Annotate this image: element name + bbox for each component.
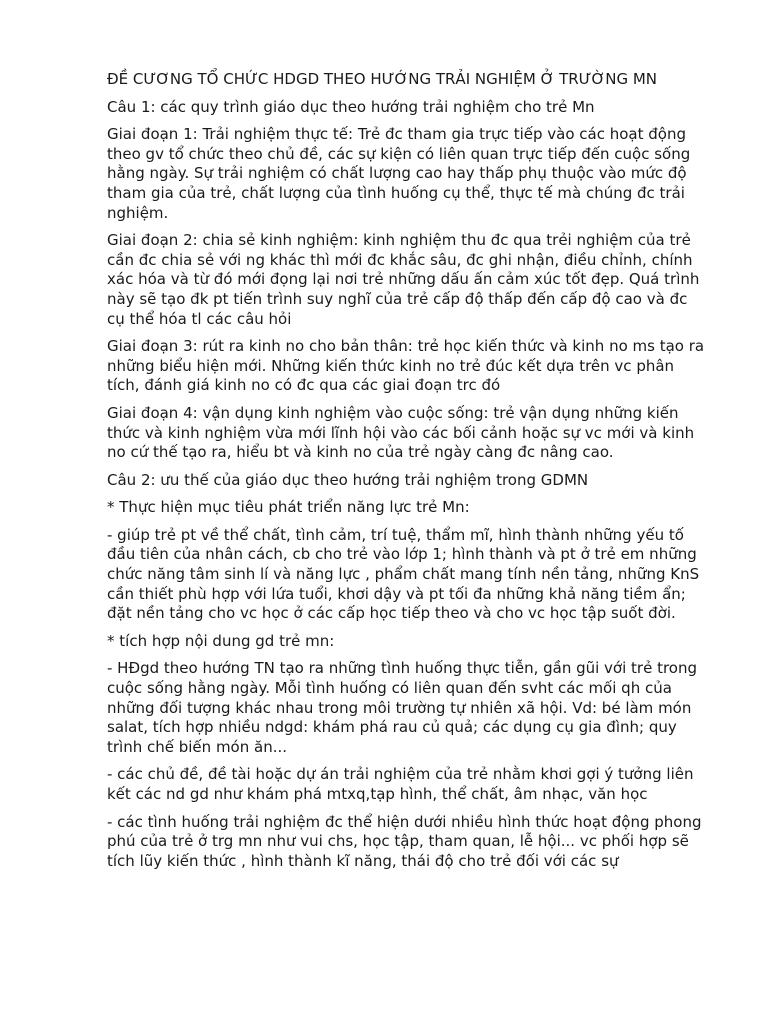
stage-4-paragraph: Giai đoạn 4: vận dụng kinh nghiệm vào cuộc sống: trẻ vận dụng những kiến thức và kinh nghiệm vừa mới lĩnh hội vào các bối cảnh hoặc sự vc mới và kinh no cứ thế tạo ra, hiểu bt và kinh no của trẻ ngày càng đc nâng cao.: [107, 403, 695, 462]
competency-paragraph: - giúp trẻ pt về thể chất, tình cảm, trí tuệ, thẩm mĩ, hình thành những yếu tố đầu tiên của nhân cách, cb cho trẻ vào lớp 1; hình thành và pt ở trẻ em những chức năng tâm sinh lí và năng lực , phẩm chất mang tính nền tảng, những KnS cần thiết phù hợp với lứa tuổi, khơi dậy và pt tối đa những khả năng tiềm ẩn; đặt nền tảng cho vc học ở các cấp học tiếp theo và cho vc học tập suốt đời.: [107, 525, 700, 623]
document-page: [107, 70, 707, 879]
stage-1-paragraph: Giai đoạn 1: Trải nghiệm thực tế: Trẻ đc tham gia trực tiếp vào các hoạt động theo gv tổ chức theo chủ đề, các sự kiện có liên quan trực tiếp đến cuộc sống hằng ngày. Sự trải nghiệm có chất lượng cao hay thấp phụ thuộc vào mức độ tham gia của trẻ, chất lượng của tình huống cụ thể, thực tế mà chúng đc trải nghiệm.: [107, 125, 691, 222]
integration-paragraph-2: - các chủ đề, đề tài hoặc dự án trải nghiệm của trẻ nhằm khơi gợi ý tưởng liên kết các nd gd như khám phá mtxq,tạp hình, thể chất, âm nhạc, văn học: [107, 765, 694, 803]
section-integration-heading: * tích hợp nội dung gd trẻ mn:: [107, 631, 335, 650]
stage-3-paragraph: Giai đoạn 3: rút ra kinh no cho bản thân: trẻ học kiến thức và kinh no ms tạo ra những biểu hiện mới. Những kiến thức kinh no trẻ đúc kết dựa trên vc phân tích, đánh giá kinh no có đc qua các giai đoạn trc đó: [107, 337, 705, 395]
integration-paragraph-1: - HĐgd theo hướng TN tạo ra những tình huống thực tiễn, gần gũi với trẻ trong cuộc sống hằng ngày. Mỗi tình huống có liên quan đến svht các mối qh của những đối tượng khác nhau trong môi trường tự nhiên xã hội. Vd: bé làm món salat, tích hợp nhiều ndgd: khám phá rau củ quả; các dụng cụ gia đình; quy trình chế biến món ăn...: [107, 659, 698, 756]
question-1-heading: Câu 1: các quy trình giáo dục theo hướng trải nghiệm cho trẻ Mn: [107, 97, 595, 116]
question-2-heading: Câu 2: ưu thế của giáo dục theo hướng trải nghiệm trong GDMN: [107, 470, 589, 489]
document-title: ĐỀ CƯƠNG TỔ CHỨC HDGD THEO HƯỚNG TRẢI NGHIỆM Ở TRƯỜNG MN: [107, 70, 658, 88]
section-competency-heading: * Thực hiện mục tiêu phát triển năng lực trẻ Mn:: [107, 498, 470, 517]
stage-2-paragraph: Giai đoạn 2: chia sẻ kinh nghiệm: kinh nghiệm thu đc qua trẻi nghiệm của trẻ cần đc chia sẻ với ng khác thì mới đc khắc sâu, đc ghi nhận, điều chỉnh, chính xác hóa và từ đó mới đọng lại nơi trẻ những dấu ấn cảm xúc tốt đẹp. Quá trình này sẽ tạo đk pt tiến trình suy nghĩ của trẻ cấp độ thấp đến cấp độ cao và đc cụ thể hóa tl các câu hỏi: [107, 231, 700, 328]
integration-paragraph-3: - các tình huống trải nghiệm đc thể hiện dưới nhiều hình thức hoạt động phong phú của trẻ ở trg mn như vui chs, học tập, tham quan, lễ hội... vc phối hợp sẽ tích lũy kiến thức , hình thành kĩ năng, thái độ cho trẻ đối với các sự: [107, 812, 702, 870]
